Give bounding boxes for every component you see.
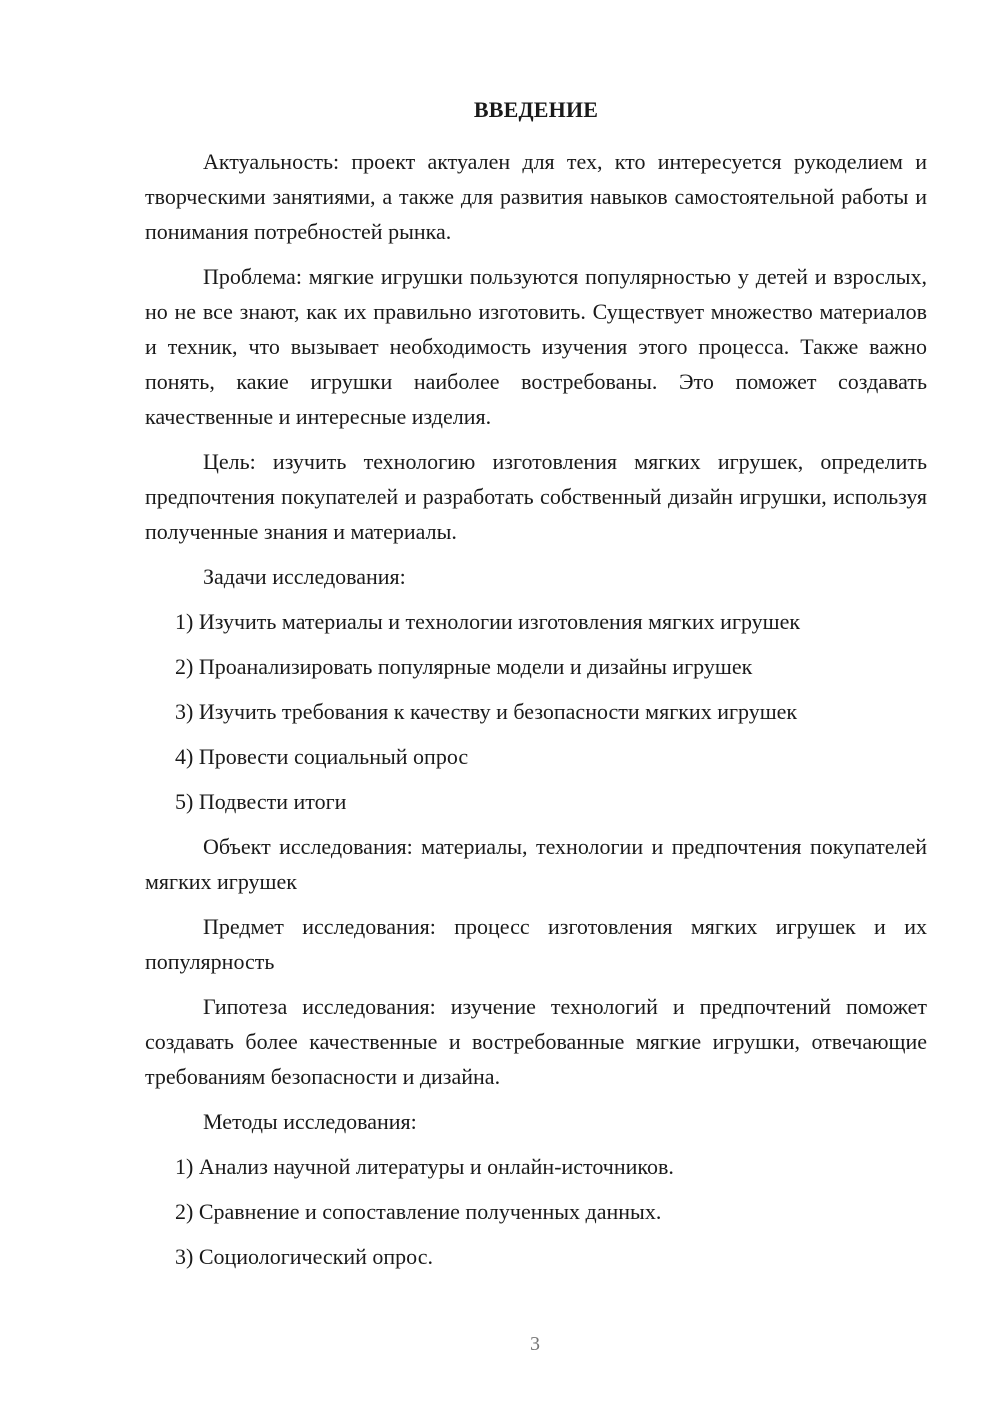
tasks-heading: Задачи исследования: <box>203 564 406 589</box>
document-page <box>145 92 927 1284</box>
task-item: 3) Изучить требования к качеству и безопасности мягких игрушек <box>175 699 798 724</box>
object-paragraph: Объект исследования: материалы, технологии и предпочтения покупателей мягких игрушек <box>145 834 927 894</box>
method-item: 1) Анализ научной литературы и онлайн-источников. <box>175 1154 674 1179</box>
page-title: ВВЕДЕНИЕ <box>473 97 599 122</box>
task-item: 5) Подвести итоги <box>175 789 347 814</box>
subject-paragraph: Предмет исследования: процесс изготовления мягких игрушек и их популярность <box>145 914 927 974</box>
task-item: 1) Изучить материалы и технологии изготовления мягких игрушек <box>175 609 801 634</box>
method-item: 3) Социологический опрос. <box>175 1244 433 1269</box>
task-item: 4) Провести социальный опрос <box>175 744 469 769</box>
relevance-paragraph: Актуальность: проект актуален для тех, кто интересуется рукоделием и творческими занятиями, а также для развития навыков самостоятельной работы и понимания потребностей рынка. <box>145 149 927 244</box>
task-item: 2) Проанализировать популярные модели и дизайны игрушек <box>175 654 753 679</box>
method-item: 2) Сравнение и сопоставление полученных данных. <box>175 1199 662 1224</box>
problem-paragraph: Проблема: мягкие игрушки пользуются популярностью у детей и взрослых, но не все знают, как их правильно изготовить. Существует множество материалов и техник, что вызывает необходимость изучения этого процесса. Также важно понять, какие игрушки наиболее востребованы. Это поможет создавать качественные и интересные изделия. <box>145 264 927 429</box>
hypothesis-paragraph: Гипотеза исследования: изучение технологий и предпочтений поможет создавать более качественные и востребованные мягкие игрушки, отвечающие требованиям безопасности и дизайна. <box>145 994 927 1089</box>
tasks-list <box>145 604 927 819</box>
page-number: 3 <box>530 1333 540 1355</box>
methods-list <box>145 1149 927 1274</box>
goal-paragraph: Цель: изучить технологию изготовления мягких игрушек, определить предпочтения покупателей и разработать собственный дизайн игрушки, используя полученные знания и материалы. <box>145 449 927 544</box>
methods-heading: Методы исследования: <box>203 1109 417 1134</box>
